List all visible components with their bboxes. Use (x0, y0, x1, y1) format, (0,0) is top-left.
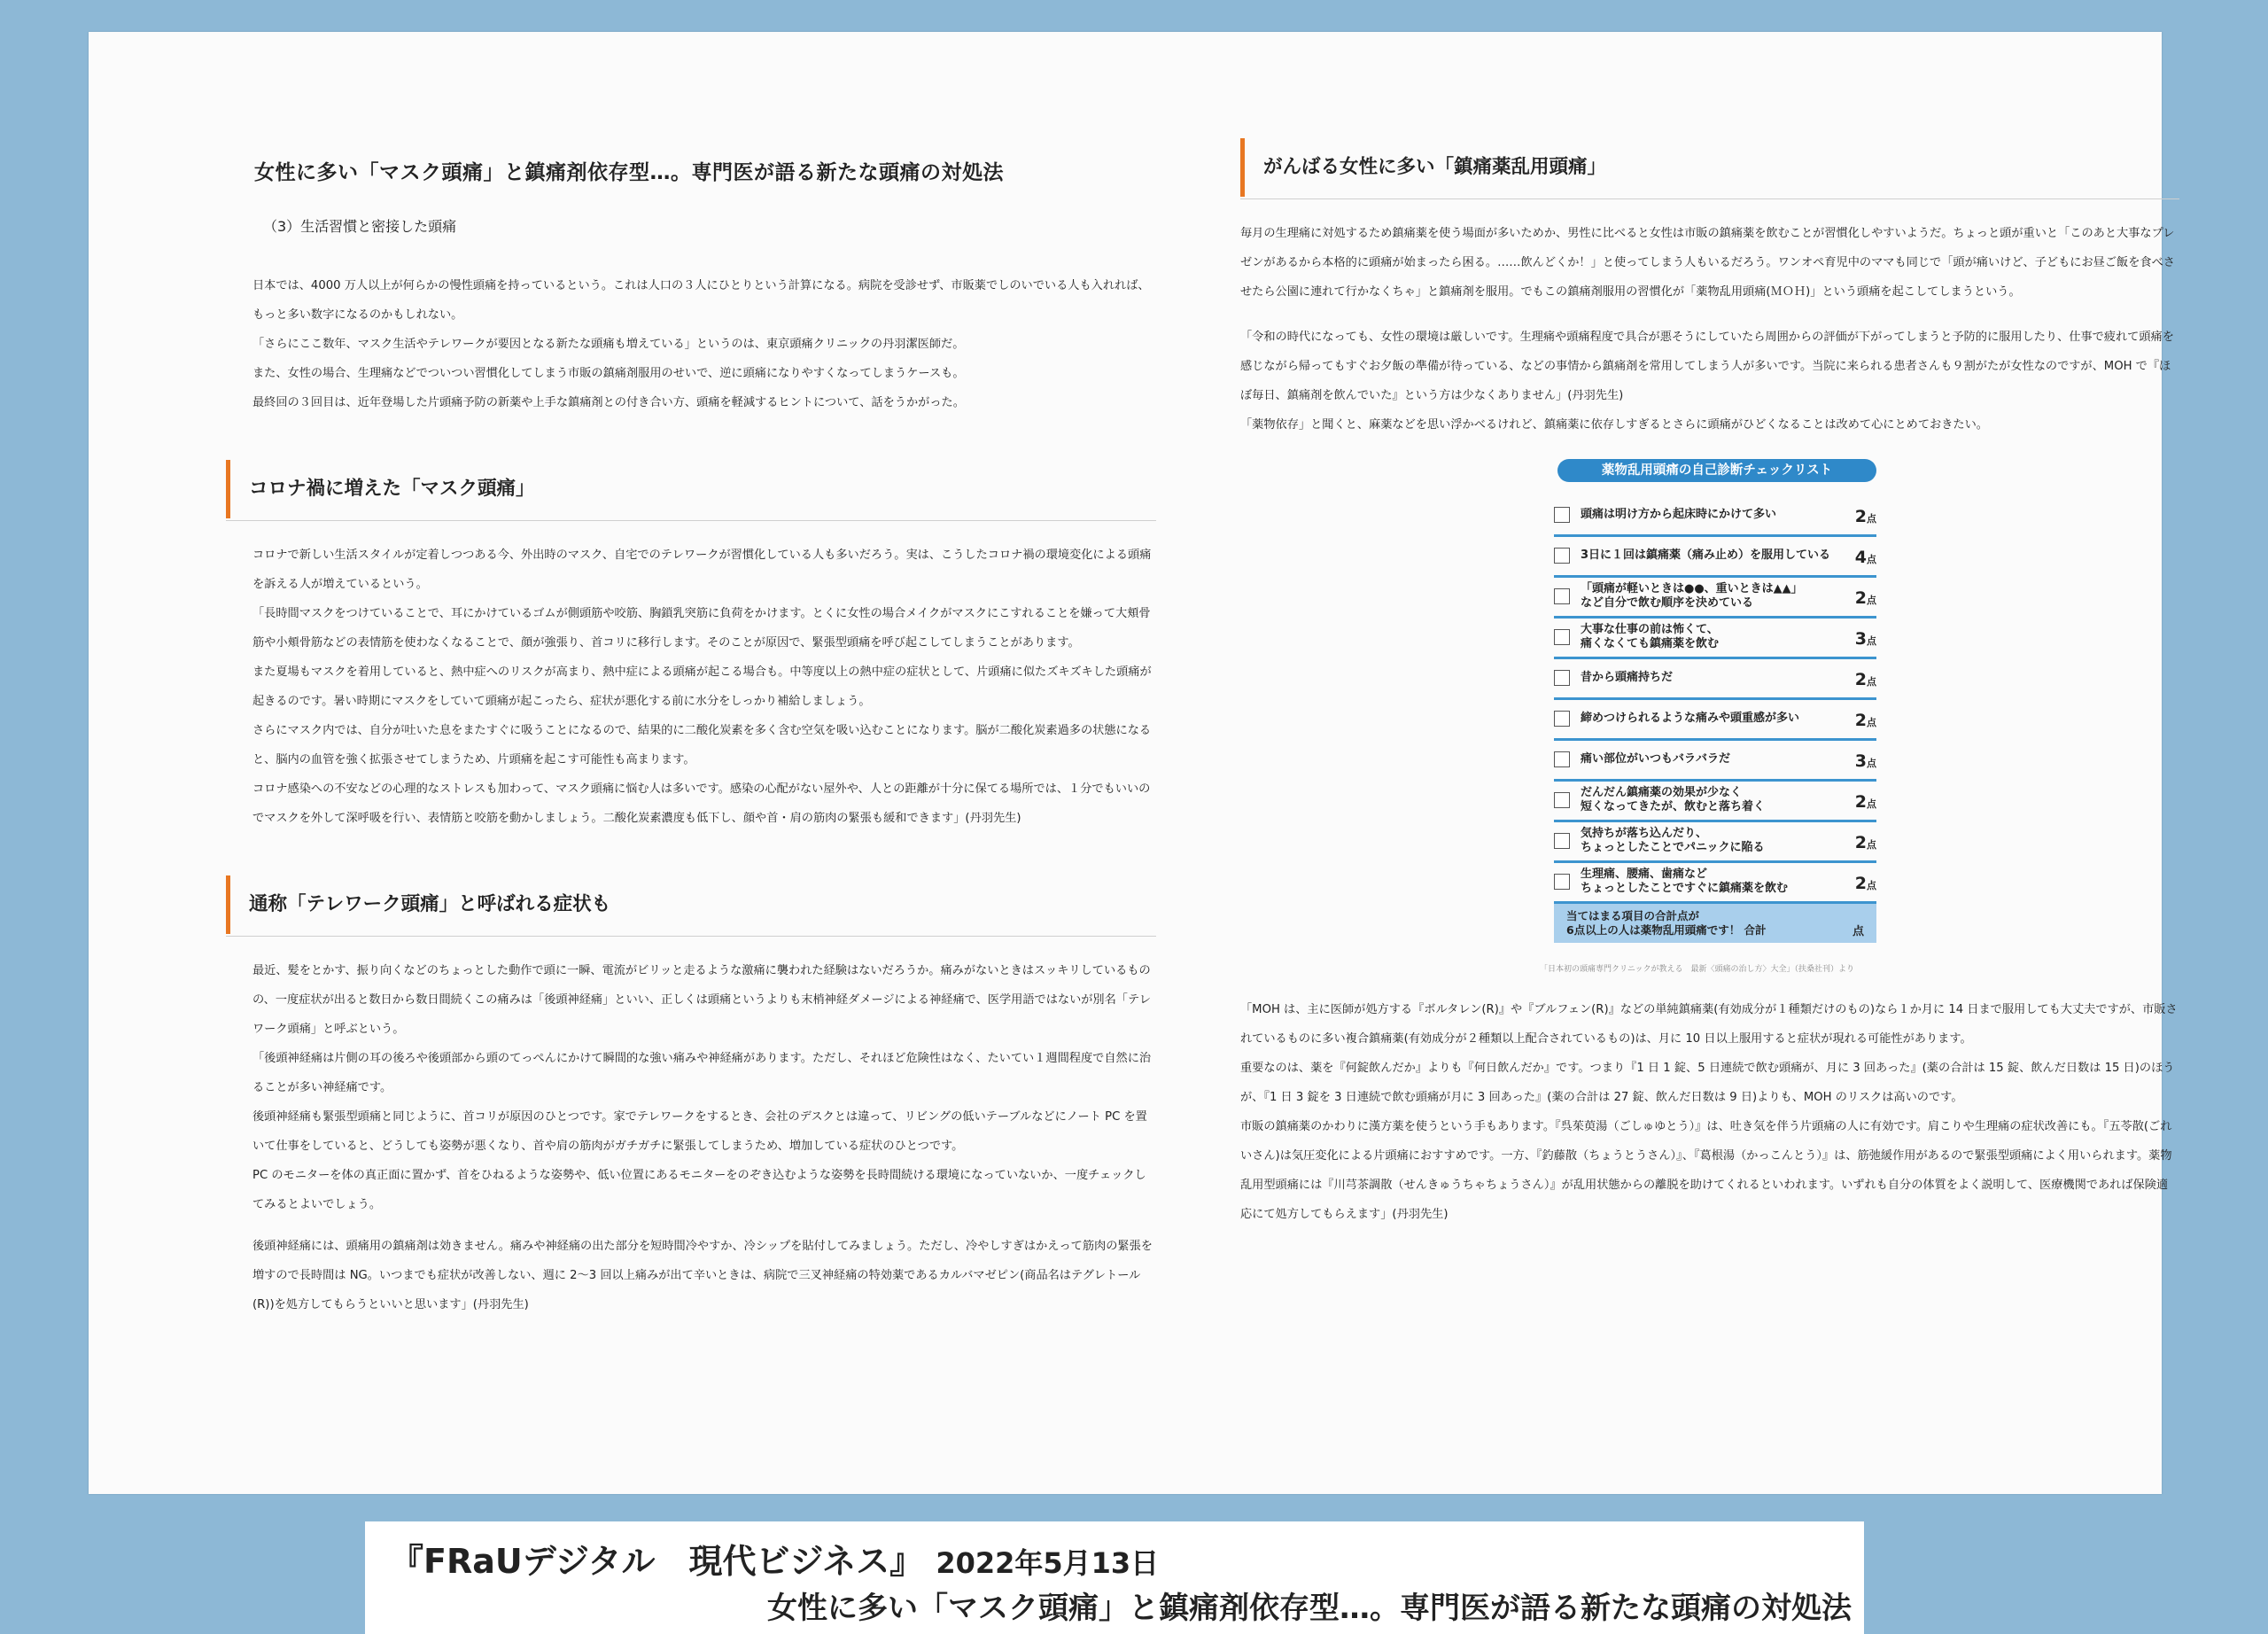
checkbox[interactable] (1554, 711, 1570, 727)
section-heading-mask: コロナ禍に増えた「マスク頭痛」 (226, 458, 1156, 521)
body-paragraph: コロナ感染への不安などの心理的なストレスも加わって、マスク頭痛に悩む人は多いです。感染の心配がない屋外や、人との距離が十分に保てる場所では、１分でもいいのでマスクを外して深呼吸を行い、表情筋と咬筋を動かしましょう。二酸化炭素濃度も低下し、顔や首・肩の筋肉の緊張も緩和できます」(丹羽先生) (252, 782, 1151, 825)
points-value: 2 (1854, 588, 1867, 608)
body-paragraph: 「令和の時代になっても、女性の環境は厳しいです。生理痛や頭痛程度で具合が悪そうにしていたら周囲からの評価が下がってしまうと予防的に服用したり、仕事で疲れて頭痛を感じながら帰ってもすぐお夕飯の準備が待っている、などの事情から鎮痛剤を常用してしまう人が多いです。当院に来られる患者さんも９割がたが女性なのですが、MOH で『ほぼ毎日、鎮痛剤を飲んでいた』という方は少なくありません」(丹羽先生) (1240, 331, 2174, 402)
body-paragraph: 重要なのは、薬を『何錠飲んだか』よりも『何日飲んだか』です。つまり『1 日 1 錠、5 日連続で飲む頭痛が、月に 3 回あった』(薬の合計は 15 錠、飲んだ日数は 15 日)のほうが、『1 日 3 錠を 3 日連続で飲む頭痛が月に 3 回あった』(薬の合計は 27 錠、飲んだ日数は 9 日)よりも、MOH のリスクは高いのです。 (1240, 1062, 2175, 1104)
checklist-item (1554, 659, 1876, 700)
points-value: 3 (1854, 751, 1867, 771)
points-unit: 点 (1867, 717, 1876, 728)
checklist-item-text: 昔から頭痛持ちだ (1581, 671, 1674, 684)
checklist-item (1554, 782, 1876, 822)
checkbox[interactable] (1554, 670, 1570, 686)
intro-block (252, 271, 1156, 417)
checklist-items (1557, 496, 1876, 904)
checkbox[interactable] (1554, 833, 1570, 849)
checklist-item-points (1855, 833, 1876, 852)
checklist-item (1554, 822, 1876, 863)
checklist-title: 薬物乱用頭痛の自己診断チェックリスト (1557, 459, 1876, 482)
body-paragraph: さらにマスク内では、自分が吐いた息をまたすぐに吸うことになるので、結果的に二酸化炭素を多く含む空気を吸い込むことになります。脳が二酸化炭素過多の状態になると、脳内の血管を強く拡張させてしまうため、片頭痛を起こす可能性も高まります。 (252, 724, 1152, 766)
points-unit: 点 (1867, 595, 1876, 606)
intro-paragraph: 日本では、4000 万人以上が何らかの慢性頭痛を持っているという。これは人口の３人にひとりという計算になる。病院を受診せず、市販薬でしのいでいる人も入れれば、もっと多い数字になるのかもしれない。 (252, 279, 1150, 322)
section-heading-moh: がんばる女性に多い「鎮痛薬乱用頭痛」 (1240, 136, 2179, 199)
points-value: 2 (1854, 792, 1867, 812)
checklist-source: 「日本初の頭痛専門クリニックが教える 最新〈頭痛の治し方〉大全」（扶桑社刊）より (1540, 965, 1854, 974)
body-paragraph: 最近、髪をとかす、振り向くなどのちょっとした動作で頭に一瞬、電流がビリッと走るような激痛に襲われた経験はないだろうか。痛みがないときはスッキリしているものの、一度症状が出ると数日から数日間続くこの痛みは「後頭神経痛」といい、正しくは頭痛というよりも末梢神経ダメージによる神経痛で、医学用語ではないが別名「テレワーク頭痛」と呼ぶという。 (252, 964, 1152, 1036)
checklist-item-text: 締めつけられるような痛みや頭重感が多い (1581, 712, 1800, 725)
moh-quote (1240, 323, 2179, 440)
checklist-item (1554, 537, 1876, 578)
points-unit: 点 (1867, 676, 1876, 688)
checklist-item-text: 3日に１回は鎮痛薬（痛み止め）を服用している (1581, 549, 1831, 562)
checkbox[interactable] (1554, 751, 1570, 767)
checklist-total-text: 当てはまる項目の合計点が 6点以上の人は薬物乱用頭痛です！ 合計 (1566, 909, 1767, 937)
points-value: 4 (1854, 548, 1867, 567)
article-subhead: （3）生活習慣と密接した頭痛 (263, 218, 457, 235)
checklist-item (1554, 741, 1876, 782)
checklist-item (1554, 863, 1876, 904)
section-body-mask (252, 541, 1156, 833)
caption-line-1 (390, 1534, 1159, 1583)
section-body-telework (252, 956, 1156, 1319)
body-paragraph: 市販の鎮痛薬のかわりに漢方薬を使うという手もあります。『呉茱萸湯（ごしゅゆとう）』は、吐き気を伴う片頭痛の人に有効です。肩こりや生理痛の症状改善にも。『五苓散(ごれいさん)は気圧変化による片頭痛におすすめです。一方、『釣藤散（ちょうとうさん）』、『葛根湯（かっこんとう）』は、筋弛緩作用があるので緊張型頭痛によく用いられます。薬物乱用型頭痛には『川芎茶調散（せんきゅうちゃちょうさん）』が乱用状態からの離脱を助けてくれるといわれます。いずれも自分の体質をよく説明して、医療機関であれば保険適応にて処方してもらえます」(丹羽先生) (1240, 1120, 2172, 1221)
checklist-total-unit: 点 (1852, 925, 1864, 938)
points-unit: 点 (1867, 554, 1876, 565)
checklist-item-points (1855, 507, 1876, 526)
points-unit: 点 (1867, 635, 1876, 647)
points-value: 2 (1854, 507, 1867, 526)
checkbox[interactable] (1554, 507, 1570, 523)
checklist-item-points (1855, 670, 1876, 689)
checklist-item-points (1855, 874, 1876, 893)
checklist-item-points (1855, 548, 1876, 567)
checklist-item-text: 生理痛、腰痛、歯痛など ちょっとしたことですぐに鎮痛薬を飲む (1581, 868, 1789, 895)
checklist-item-points (1855, 711, 1876, 730)
checklist-item-points (1855, 588, 1876, 608)
points-unit: 点 (1867, 839, 1876, 851)
body-paragraph: 毎月の生理痛に対処するため鎮痛薬を使う場面が多いためか、男性に比べると女性は市販の鎮痛薬を飲むことが習慣化しやすいようだ。ちょっと頭が重いと「このあと大事なプレゼンがあるから本格的に頭痛が始まったら困る。……飲んどくか！」と使ってしまう人もいるだろう。ワンオペ育児中のママも同じで「頭が痛いけど、子どもにお昼ご飯を食べさせたら公園に連れて行かなくちゃ」と鎮痛剤を服用。でもこの鎮痛剤服用の習慣化が「薬物乱用頭痛(ＭＯＨ)」という頭痛を起こしてしまうという。 (1240, 227, 2175, 299)
points-value: 2 (1854, 833, 1867, 852)
intro-paragraph: 「さらにここ数年、マスク生活やテレワークが要因となる新たな頭痛も増えている」というのは、東京頭痛クリニックの丹羽潔医師だ。 (252, 338, 965, 351)
checklist-item-text: 頭痛は明け方から起床時にかけて多い (1581, 508, 1777, 521)
checklist-item-text: だんだん鎮痛薬の効果が少なく 短くなってきたが、飲むと落ち着く (1581, 786, 1766, 813)
body-paragraph: 「長時間マスクをつけていることで、耳にかけているゴムが側頭筋や咬筋、胸鎖乳突筋に負荷をかけます。とくに女性の場合メイクがマスクにこすれることを嫌って大頬骨筋や小頬骨筋などの表情筋を使わなくなることで、顔が強張り、首コリに移行します。そのことが原因で、緊張型頭痛を呼び起こしてしまうことがあります。 (252, 607, 1151, 650)
checklist-total (1554, 904, 1876, 943)
body-paragraph: コロナで新しい生活スタイルが定着しつつある今、外出時のマスク、自宅でのテレワークが習慣化している人も多いだろう。実は、こうしたコロナ禍の環境変化による頭痛を訴える人が増えているという。 (252, 549, 1152, 591)
checkbox[interactable] (1554, 588, 1570, 604)
points-unit: 点 (1867, 758, 1876, 769)
body-paragraph: 後頭神経痛には、頭痛用の鎮痛剤は効きません。痛みや神経痛の出た部分を短時間冷やすか、冷シップを貼付してみましょう。ただし、冷やしすぎはかえって筋肉の緊張を増すので長時間は NG。いつまでも症状が改善しない、週に 2～3 回以上痛みが出て辛いときは、病院で三叉神経痛の特効薬であるカルバマゼピン(商品名はテグレトール(R))を処方してもらうといいと思います」(丹羽先生) (252, 1240, 1153, 1311)
body-paragraph: 「薬物依存」と聞くと、麻薬などを思い浮かべるけれど、鎮痛薬に依存しすぎるとさらに頭痛がひどくなることは改めて心にとめておきたい。 (1240, 418, 1988, 432)
points-value: 3 (1854, 629, 1867, 649)
clipping-caption (365, 1521, 1864, 1634)
moh-checklist (1540, 459, 1876, 974)
checkbox[interactable] (1554, 629, 1570, 645)
checklist-item (1554, 578, 1876, 619)
checkbox[interactable] (1554, 874, 1570, 890)
body-paragraph: 後頭神経痛も緊張型頭痛と同じように、首コリが原因のひとつです。家でテレワークをするとき、会社のデスクとは違って、リビングの低いテーブルなどにノート PC を置いて仕事をしていると、どうしても姿勢が悪くなり、首や肩の筋肉がガチガチに緊張してしまうため、増加している症状のひとつです。 (252, 1110, 1147, 1153)
body-paragraph: 「後頭神経痛は片側の耳の後ろや後頭部から頭のてっぺんにかけて瞬間的な強い痛みや神経痛があります。ただし、それほど危険性はなく、たいてい１週間程度で自然に治ることが多い神経痛です。 (252, 1052, 1152, 1094)
points-value: 2 (1854, 711, 1867, 730)
checklist-item-text: 痛い部位がいつもバラバラだ (1581, 752, 1731, 766)
left-column (249, 147, 1156, 1319)
checklist-item (1554, 496, 1876, 537)
caption-date: 2022年5月13日 (936, 1546, 1160, 1580)
checklist-item-points (1855, 792, 1876, 812)
checklist-item (1554, 619, 1876, 659)
points-value: 2 (1854, 670, 1867, 689)
checkbox[interactable] (1554, 792, 1570, 808)
checklist-item-text: 気持ちが落ち込んだり、 ちょっとしたことでパニックに陥る (1581, 827, 1765, 854)
points-value: 2 (1854, 874, 1867, 893)
checklist-item (1554, 700, 1876, 741)
checklist-item-points (1855, 751, 1876, 771)
right-column (1240, 136, 2179, 1229)
body-paragraph: PC のモニターを体の真正面に置かず、首をひねるような姿勢や、低い位置にあるモニターをのぞき込むような姿勢を長時間続ける環境になっていないか、一度チェックしてみるとよいでしょう。 (252, 1169, 1146, 1211)
caption-publication: 『FRaUデジタル 現代ビジネス』 (390, 1542, 924, 1581)
intro-paragraph: また、女性の場合、生理痛などでついつい習慣化してしまう市販の鎮痛剤服用のせいで、逆に頭痛になりやすくなってしまうケースも。 (252, 367, 965, 380)
checklist-item-text: 大事な仕事の前は怖くて、 痛くなくても鎮痛薬を飲む (1581, 623, 1720, 650)
points-unit: 点 (1867, 513, 1876, 525)
body-paragraph: また夏場もマスクを着用していると、熱中症へのリスクが高まり、熱中症による頭痛が起こる場合も。中等度以上の熱中症の症状として、片頭痛に似たズキズキした頭痛が起きるのです。暑い時期にマスクをしていて頭痛が起こったら、症状が悪化する前に水分をしっかり補給しましょう。 (252, 665, 1152, 708)
section-heading-telework: 通称「テレワーク頭痛」と呼ばれる症状も (226, 874, 1156, 937)
checklist-item-text: 「頭痛が軽いときは●●、重いときは▲▲」 など自分で飲む順序を決めている (1581, 582, 1803, 610)
intro-paragraph: 最終回の３回目は、近年登場した片頭痛予防の新薬や上手な鎮痛剤との付き合い方、頭痛を軽減するヒントについて、話をうかがった。 (252, 396, 965, 409)
caption-headline: 女性に多い「マスク頭痛」と鎮痛剤依存型…。専門医が語る新たな頭痛の対処法 (767, 1591, 1852, 1626)
body-paragraph: 「MOH は、主に医師が処方する『ボルタレン(R)』や『ブルフェン(R)』などの単純鎮痛薬(有効成分が１種類だけのもの)なら１か月に 14 日まで服用しても大丈夫ですが、市販されているものに多い複合鎮痛薬(有効成分が２種類以上配合されているもの)は、月に 10 日以上服用すると症状が現れる可能性があります。 (1240, 1003, 2178, 1046)
checklist-item-points (1855, 629, 1876, 649)
checkbox[interactable] (1554, 548, 1570, 564)
points-unit: 点 (1867, 880, 1876, 891)
moh-advice (1240, 995, 2179, 1229)
article-page (89, 32, 2178, 1494)
article-title: 女性に多い「マスク頭痛」と鎮痛剤依存型…。専門医が語る新たな頭痛の対処法 (254, 161, 1004, 184)
points-unit: 点 (1867, 798, 1876, 810)
